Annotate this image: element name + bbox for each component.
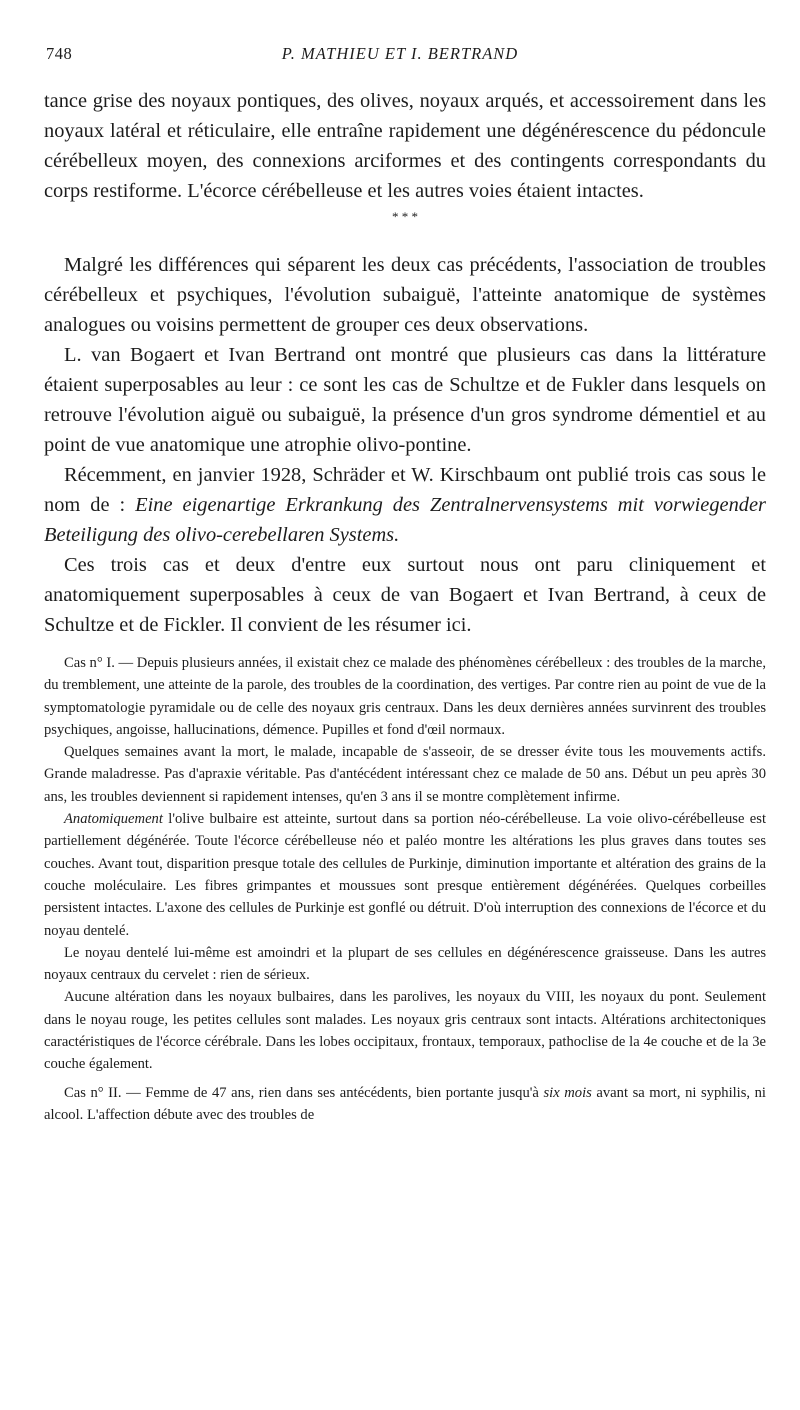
case-2-duration: six mois bbox=[543, 1084, 592, 1101]
running-head: P. MATHIEU ET I. BERTRAND bbox=[281, 44, 519, 63]
page-body bbox=[44, 86, 766, 1126]
page-header bbox=[40, 44, 760, 70]
paragraph-continuation: tance grise des noyaux pontiques, des olives, noyaux arqués, et accessoirement dans les noyaux latéral et réticulaire, elle entraîne rapidement une dégénérescence du pédoncule cérébelleux moyen, des connexions arciformes et des contingents correspondants du corps restiforme. L'écorce cérébelleuse et les autres voies étaient intactes. bbox=[44, 90, 766, 202]
paragraph-intro: Malgré les différences qui séparent les deux cas précédents, l'association de troubles cérébelleux et psychiques, l'évolution subaiguë, l'atteinte anatomique de systèmes analogues ou voisins permettent de grouper ces deux observations. bbox=[44, 254, 766, 336]
case-1-anatomy bbox=[44, 808, 766, 942]
case-2-clinical bbox=[44, 1082, 766, 1127]
case-1-anatomy-text: l'olive bulbaire est atteinte, surtout dans sa portion néo-cérébelleuse. La voie olivo-cérébelleuse est partiellement dégénérée. Toute l'écorce cérébelleuse néo et paléo montre les altérations les plus graves dans toutes ses couches. Avant tout, disparition presque totale des cellules de Purkinje, diminution importante et altération des grains de la couche moléculaire. Les fibres grimpantes et moussues sont presque entièrement dégénérées. Quelques corbeilles persistent intactes. L'axone des cellules de Purkinje est gonflé ou détruit. D'où interruption des connexions de l'écorce et du noyau dentelé. bbox=[44, 811, 766, 939]
paragraph-recent-cases-text: Récemment, en janvier 1928, Schräder et W. Kirschbaum ont publié trois cas sous le nom de : bbox=[44, 464, 766, 516]
case-1-clinical: Cas n° I. — Depuis plusieurs années, il existait chez ce malade des phénomènes cérébelleux : des troubles de la marche, du tremblement, une atteinte de la parole, des troubles de la coordination, des vertiges. Par contre rien au point de vue de la symptomatologie pyramidale ou de celle des noyaux gris centraux. Dans les deux dernières années survinrent des troubles psychiques, angoisse, hallucinations, démence. Pupilles et fond d'œil normaux. bbox=[44, 655, 766, 738]
paragraph-literature: L. van Bogaert et Ivan Bertrand ont montré que plusieurs cas dans la littérature étaient superposables au leur : ce sont les cas de Schultze et de Fukler dans lesquels on retrouve l'évolution aiguë ou subaiguë, la présence d'un gros syndrome démentiel et au point de vue anatomique une atrophie olivo-pontine. bbox=[44, 344, 766, 456]
publication-title: Eine eigenartige Erkrankung des Zentralnervensystems mit vorwiegender Beteiligung des olivo-cerebellaren Systems. bbox=[44, 494, 766, 546]
case-1-dentate: Le noyau dentelé lui-même est amoindri et la plupart de ses cellules en dégénérescence graisseuse. Dans les autres noyaux centraux du cervelet : rien de sérieux. bbox=[44, 944, 766, 984]
case-1-course: Quelques semaines avant la mort, le malade, incapable de s'asseoir, de se dresser évite tous les mouvements actifs. Grande maladresse. Pas d'apraxie véritable. Pas d'antécédent intéressant chez ce malade de 50 ans. Début un peu après 30 ans, les troubles deviennent si rapidement intenses, qu'en 3 ans il se montre complètement infirme. bbox=[44, 744, 766, 805]
section-separator: * * * bbox=[392, 209, 418, 224]
case-2-text-start: Cas n° II. — Femme de 47 ans, rien dans ses antécédents, bien portante jusqu'à bbox=[64, 1084, 544, 1101]
case-2-text-rest: avant sa mort, ni syphilis, ni alcool. L'affection débute avec des troubles de bbox=[44, 1084, 766, 1123]
paragraph-summary-intro: Ces trois cas et deux d'entre eux surtout nous ont paru cliniquement et anatomiquement superposables à ceux de van Bogaert et Ivan Bertrand, à ceux de Schultze et de Fickler. Il convient de les résumer ici. bbox=[44, 554, 766, 636]
paragraph-recent-cases bbox=[44, 460, 766, 550]
case-1-nuclei: Aucune altération dans les noyaux bulbaires, dans les parolives, les noyaux du VIII, les noyaux du pont. Seulement dans le noyau rouge, les petites cellules sont malades. Les noyaux gris centraux sont intacts. Altérations architectoniques caractéristiques de l'écorce cérébrale. Dans les lobes occipitaux, frontaux, temporaux, pathoclise de la 4e couche et de la 3e couche également. bbox=[44, 989, 766, 1073]
case-1-anatomy-label: Anatomiquement bbox=[64, 811, 163, 828]
page-number: 748 bbox=[46, 44, 73, 63]
